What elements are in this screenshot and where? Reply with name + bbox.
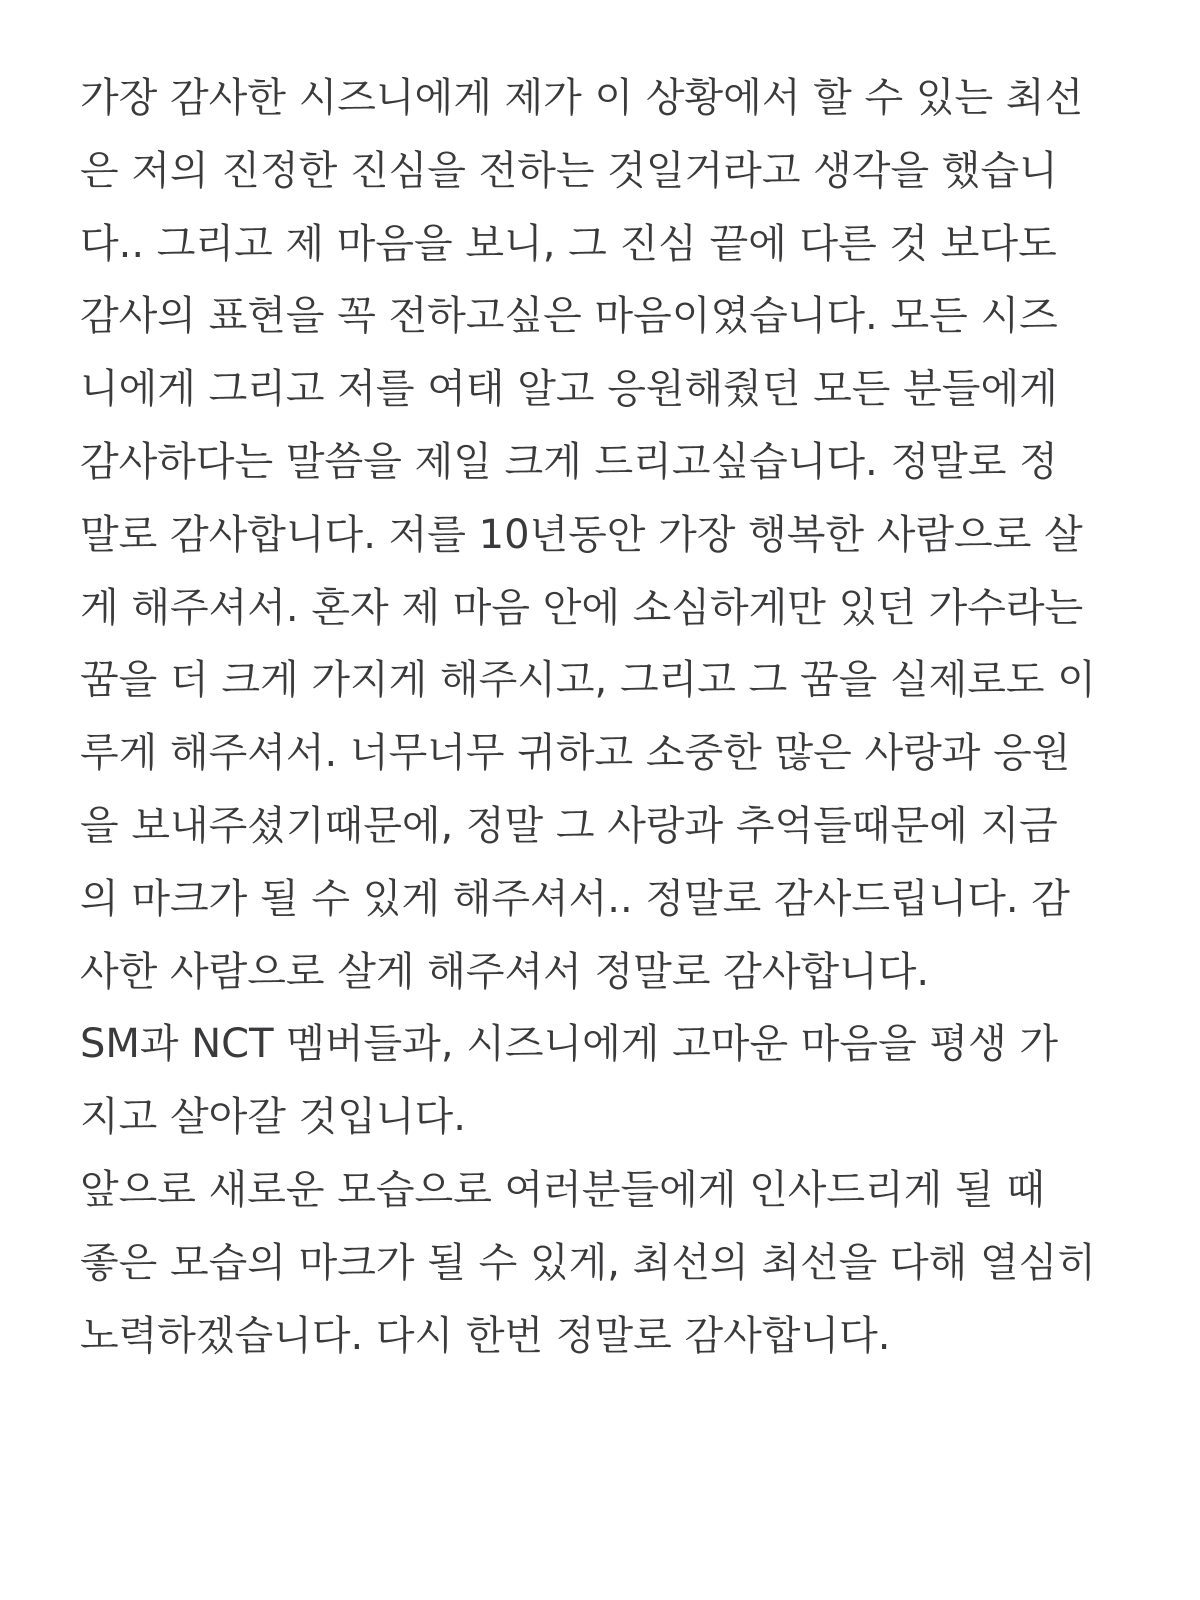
note-line: 지고 살아갈 것입니다. [80, 1094, 466, 1141]
note-line: 사한 사람으로 살게 해주셔서 정말로 감사합니다. [80, 948, 930, 995]
note-line: 게 해주셔서. 혼자 제 마음 안에 소심하게만 있던 가수라는 [80, 584, 1084, 631]
note-line: SM과 NCT 멤버들과, 시즈니에게 고마운 마음을 평생 가 [80, 1021, 1059, 1068]
note-line: 앞으로 새로운 모습으로 여러분들에게 인사드리게 될 때 [80, 1166, 1046, 1213]
note-line: 니에게 그리고 저를 여태 알고 응원해줬던 모든 분들에게 [80, 366, 1058, 413]
note-line: 감사의 표현을 꼭 전하고싶은 마음이였습니다. 모든 시즈 [80, 293, 1058, 340]
note-line: 을 보내주셨기때문에, 정말 그 사랑과 추억들때문에 지금 [80, 802, 1058, 849]
note-line: 좋은 모습의 마크가 될 수 있게, 최선의 최선을 다해 열심히 [80, 1239, 1096, 1286]
note-line: 감사하다는 말씀을 제일 크게 드리고싶습니다. 정말로 정 [80, 438, 1058, 485]
note-line: 노력하겠습니다. 다시 한번 정말로 감사합니다. [80, 1312, 891, 1359]
note-line: 루게 해주셔서. 너무너무 귀하고 소중한 많은 사랑과 응원 [80, 730, 1071, 777]
note-line: 말로 감사합니다. 저를 10년동안 가장 행복한 사람으로 살 [80, 511, 1083, 558]
note-line: 가장 감사한 시즈니에게 제가 이 상황에서 할 수 있는 최선 [80, 75, 1084, 121]
note-line: 은 저의 진정한 진심을 전하는 것일거라고 생각을 했습니 [80, 147, 1058, 194]
note-line: 의 마크가 될 수 있게 해주셔서.. 정말로 감사드립니다. 감 [80, 875, 1070, 922]
note-line: 다.. 그리고 제 마음을 보니, 그 진심 끝에 다른 것 보다도 [80, 220, 1057, 267]
note-line: 꿈을 더 크게 가지게 해주시고, 그리고 그 꿈을 실제로도 이 [80, 657, 1096, 704]
note-text [80, 62, 1140, 1372]
